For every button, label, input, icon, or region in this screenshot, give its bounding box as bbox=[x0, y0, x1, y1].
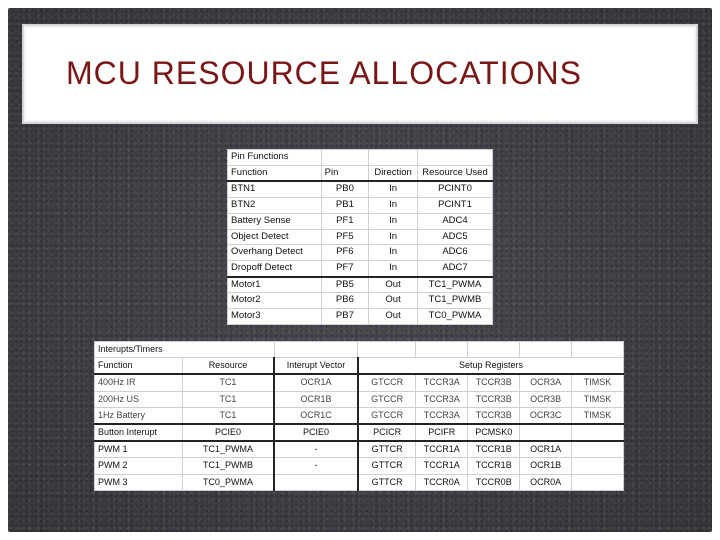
column-header: Resource bbox=[182, 358, 274, 375]
table-row bbox=[228, 229, 493, 245]
table-cell: PCINT0 bbox=[418, 181, 493, 197]
table-cell: In bbox=[369, 198, 418, 214]
table-cell: TC1 bbox=[182, 407, 274, 424]
table-cell: PWM 3 bbox=[95, 474, 183, 490]
table-cell: TC1 bbox=[182, 374, 274, 391]
table-cell: In bbox=[369, 229, 418, 245]
table-cell: TC1_PWMA bbox=[418, 277, 493, 293]
table-cell: Object Detect bbox=[228, 229, 322, 245]
pin-table-header-row bbox=[228, 165, 493, 181]
table-cell: TC1 bbox=[182, 391, 274, 407]
table-cell: TC1_PWMA bbox=[182, 441, 274, 458]
table-cell: TCCR1B bbox=[468, 458, 520, 474]
table-cell: Dropoff Detect bbox=[228, 260, 322, 276]
table-cell: PB0 bbox=[321, 181, 368, 197]
table-cell: Battery Sense bbox=[228, 213, 322, 229]
table-cell: OCR3B bbox=[520, 391, 572, 407]
table-row bbox=[228, 260, 493, 276]
table-cell: Motor1 bbox=[228, 277, 322, 293]
table-cell: 1Hz Battery bbox=[95, 407, 183, 424]
table-cell: BTN1 bbox=[228, 181, 322, 197]
table-cell: OCR3C bbox=[520, 407, 572, 424]
table-cell: PCMSK0 bbox=[468, 424, 520, 441]
table-cell: ADC4 bbox=[418, 213, 493, 229]
table-row bbox=[228, 277, 493, 293]
irq-table-caption: Interupts/Timers bbox=[95, 342, 275, 358]
table-cell: PCIFR bbox=[416, 424, 468, 441]
table-cell: TCCR1B bbox=[468, 441, 520, 458]
table-cell: PF1 bbox=[321, 213, 368, 229]
table-cell: PF5 bbox=[321, 229, 368, 245]
table-cell: TCCR3A bbox=[416, 374, 468, 391]
table-cell: TCCR0B bbox=[468, 474, 520, 490]
table-cell: PCINT1 bbox=[418, 198, 493, 214]
table-cell bbox=[572, 424, 624, 441]
column-header: Function bbox=[228, 165, 322, 181]
table-cell: ADC7 bbox=[418, 260, 493, 276]
column-header: Pin bbox=[321, 165, 368, 181]
table-cell: ADC5 bbox=[418, 229, 493, 245]
table-row bbox=[95, 374, 624, 391]
table-cell: Button Interupt bbox=[95, 424, 183, 441]
table-cell: GTCCR bbox=[358, 407, 416, 424]
table-cell: BTN2 bbox=[228, 198, 322, 214]
table-row bbox=[95, 458, 624, 474]
table-cell: Out bbox=[369, 309, 418, 325]
table-row bbox=[228, 293, 493, 309]
table-cell: Motor3 bbox=[228, 309, 322, 325]
table-cell: PB1 bbox=[321, 198, 368, 214]
table-cell bbox=[572, 458, 624, 474]
slide-title: MCU RESOURCE ALLOCATIONS bbox=[66, 55, 582, 91]
table-cell: 200Hz US bbox=[95, 391, 183, 407]
table-cell: TCCR3B bbox=[468, 374, 520, 391]
irq-table-header-row bbox=[95, 358, 624, 375]
table-cell: PCIE0 bbox=[274, 424, 358, 441]
table-cell: PWM 1 bbox=[95, 441, 183, 458]
table-cell: - bbox=[274, 441, 358, 458]
column-header: Function bbox=[95, 358, 183, 375]
table-cell: PF6 bbox=[321, 245, 368, 261]
pin-table-caption: Pin Functions bbox=[228, 150, 322, 166]
table-cell: ADC6 bbox=[418, 245, 493, 261]
table-cell: PB6 bbox=[321, 293, 368, 309]
table-cell bbox=[274, 474, 358, 490]
table-cell: TCCR3B bbox=[468, 391, 520, 407]
table-cell: In bbox=[369, 245, 418, 261]
table-cell: OCR1B bbox=[520, 458, 572, 474]
table-cell: TIMSK bbox=[572, 391, 624, 407]
table-row bbox=[228, 213, 493, 229]
table-cell: - bbox=[274, 458, 358, 474]
table-row bbox=[95, 474, 624, 490]
table-cell: OCR1A bbox=[274, 374, 358, 391]
table-cell: OCR0A bbox=[520, 474, 572, 490]
table-cell: Motor2 bbox=[228, 293, 322, 309]
table-cell: PF7 bbox=[321, 260, 368, 276]
table-cell: GTTCR bbox=[358, 474, 416, 490]
table-cell: OCR1C bbox=[274, 407, 358, 424]
table-cell: Overhang Detect bbox=[228, 245, 322, 261]
table-cell: GTCCR bbox=[358, 374, 416, 391]
table-cell: GTCCR bbox=[358, 391, 416, 407]
pin-functions-table bbox=[227, 149, 493, 325]
table-cell: TCCR1A bbox=[416, 441, 468, 458]
table-cell: TCCR3B bbox=[468, 407, 520, 424]
table-cell: Out bbox=[369, 293, 418, 309]
table-cell: PWM 2 bbox=[95, 458, 183, 474]
table-cell: TCCR0A bbox=[416, 474, 468, 490]
table-cell: PCICR bbox=[358, 424, 416, 441]
table-cell bbox=[572, 441, 624, 458]
column-header: Direction bbox=[369, 165, 418, 181]
table-cell: PCIE0 bbox=[182, 424, 274, 441]
table-row bbox=[228, 309, 493, 325]
table-cell: PB7 bbox=[321, 309, 368, 325]
table-cell: PB5 bbox=[321, 277, 368, 293]
table-row bbox=[95, 391, 624, 407]
table-row bbox=[228, 245, 493, 261]
table-cell: In bbox=[369, 181, 418, 197]
interrupts-timers-table bbox=[94, 341, 624, 491]
table-cell bbox=[520, 424, 572, 441]
table-row bbox=[95, 441, 624, 458]
table-cell: TIMSK bbox=[572, 374, 624, 391]
table-cell: TCCR3A bbox=[416, 407, 468, 424]
table-cell: GTTCR bbox=[358, 458, 416, 474]
table-row bbox=[228, 198, 493, 214]
column-header: Resource Used bbox=[418, 165, 493, 181]
table-row bbox=[228, 181, 493, 197]
table-cell: OCR3A bbox=[520, 374, 572, 391]
table-cell: TC1_PWMB bbox=[418, 293, 493, 309]
table-cell: In bbox=[369, 260, 418, 276]
table-cell: TCCR1A bbox=[416, 458, 468, 474]
column-header: Interupt Vector bbox=[274, 358, 358, 375]
table-cell: TC1_PWMB bbox=[182, 458, 274, 474]
table-row bbox=[95, 424, 624, 441]
table-cell: 400Hz IR bbox=[95, 374, 183, 391]
irq-table-caption-row bbox=[95, 342, 624, 358]
table-row bbox=[95, 407, 624, 424]
table-cell: TC0_PWMA bbox=[418, 309, 493, 325]
table-cell: Out bbox=[369, 277, 418, 293]
table-cell: TIMSK bbox=[572, 407, 624, 424]
table-cell: GTTCR bbox=[358, 441, 416, 458]
column-header: Setup Registers bbox=[358, 358, 624, 375]
table-cell: In bbox=[369, 213, 418, 229]
table-cell: OCR1A bbox=[520, 441, 572, 458]
pin-table-caption-row bbox=[228, 150, 493, 166]
table-cell: OCR1B bbox=[274, 391, 358, 407]
table-cell: TCCR3A bbox=[416, 391, 468, 407]
table-cell: TC0_PWMA bbox=[182, 474, 274, 490]
table-cell bbox=[572, 474, 624, 490]
